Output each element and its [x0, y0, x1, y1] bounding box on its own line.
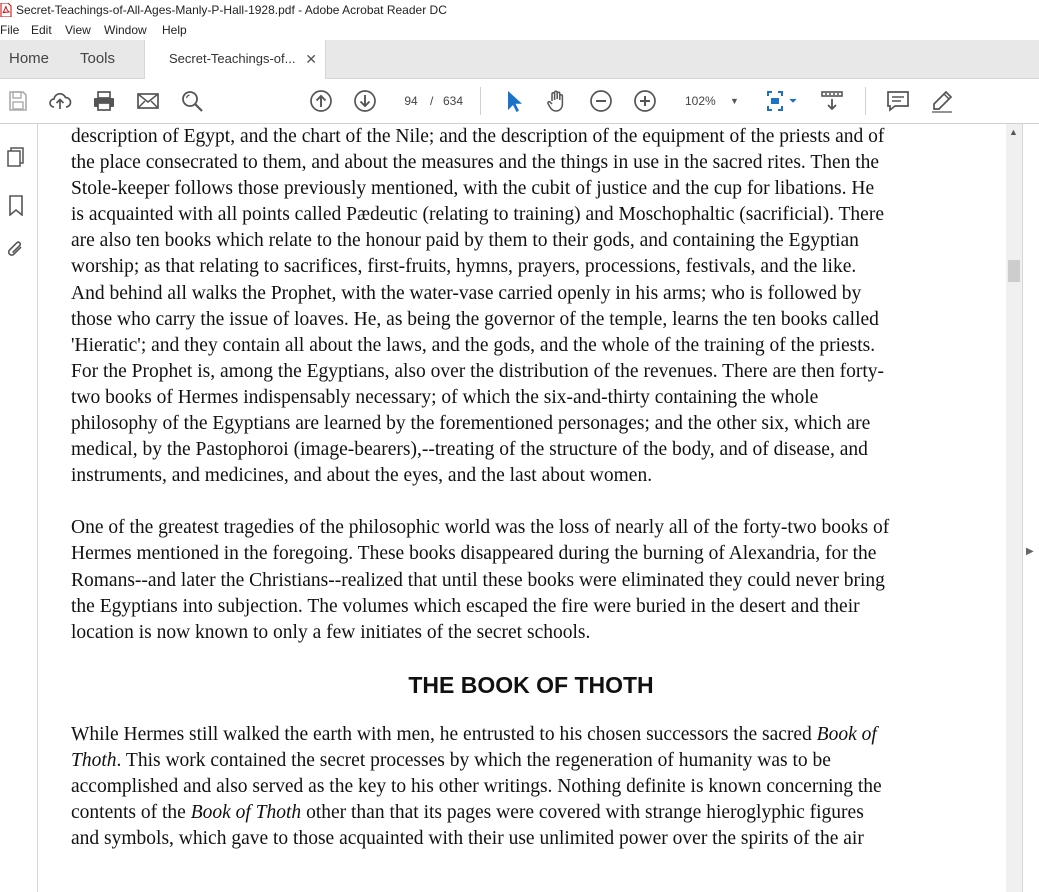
zoom-in-icon[interactable]: [633, 89, 657, 113]
upload-icon[interactable]: [48, 89, 72, 113]
zoom-out-icon[interactable]: [589, 89, 613, 113]
expand-right-panel-icon[interactable]: ▶: [1026, 546, 1034, 557]
page-up-icon[interactable]: [309, 89, 333, 113]
chevron-down-icon: ▼: [730, 96, 739, 106]
text-line: two books of Hermes indispensably necessary; of which the six-and-thirty containing the whole: [71, 386, 819, 408]
text-line: [71, 722, 991, 748]
text-line: philosophy of the Egyptians are learned by the forementioned personages; and the other six, which are: [71, 413, 871, 435]
text-line: One of the greatest tragedies of the philosophic world was the loss of nearly all of the forty-two books of: [71, 517, 890, 539]
text-line: Hermes mentioned in the foregoing. These books disappeared during the burning of Alexandria, for the: [71, 543, 877, 565]
text-run: other than that its pages were covered with strange hieroglyphic figures: [301, 802, 864, 824]
text-line: Stole-keeper follows those previously mentioned, with the cubit of justice and the cup for libations. He: [71, 178, 875, 200]
text-line: the Egyptians into subjection. The volumes which escaped the fire were buried in the desert and their: [71, 595, 860, 617]
text-line: For the Prophet is, among the Egyptians, also over the distribution of the revenues. There are then forty-: [71, 360, 885, 382]
window-titlebar: [0, 0, 1039, 20]
find-icon[interactable]: [180, 89, 204, 113]
page-number-input[interactable]: 94: [404, 94, 418, 108]
text-run: While Hermes still walked the earth with men, he entrusted to his chosen successors the sacred: [71, 723, 817, 745]
paragraph-2: [71, 515, 991, 645]
acrobat-app-icon: [0, 3, 12, 17]
window-title: Secret-Teachings-of-All-Ages-Manly-P-Hall-1928.pdf - Adobe Acrobat Reader DC: [16, 3, 447, 17]
save-icon[interactable]: [6, 89, 30, 113]
scroll-up-icon[interactable]: ▲: [1009, 127, 1018, 137]
tab-bar: [0, 40, 1039, 79]
zoom-level-select[interactable]: [676, 91, 746, 111]
menu-bar: [0, 20, 1039, 40]
close-tab-icon[interactable]: ✕: [305, 51, 317, 67]
text-line: 'Hieratic'; and they contain all about the laws, and the gods, and the whole of the training of the priests.: [71, 334, 876, 356]
text-line: [71, 748, 991, 774]
italic-title: Thoth: [71, 749, 117, 771]
text-run: contents of the: [71, 802, 191, 824]
text-line: And behind all walks the Prophet, with the water-vase carried openly in his arms; who is followed by: [71, 282, 862, 304]
toolbar: [0, 79, 1039, 124]
text-line: instruments, and medicines, and about the eyes, and the last about women.: [71, 465, 653, 487]
attachment-icon[interactable]: [5, 238, 27, 260]
tab-home[interactable]: Home: [9, 50, 50, 67]
tab-document-label: Secret-Teachings-of...: [169, 51, 296, 66]
text-line: is acquainted with all points called Pædeutic (relating to training) and Moschophaltic (sacrificial). There: [71, 204, 884, 226]
navigation-pane: [0, 124, 38, 892]
italic-title: Book of Thoth: [190, 802, 302, 824]
tab-tools[interactable]: Tools: [80, 50, 116, 67]
text-line: description of Egypt, and the chart of the Nile; and the description of the equipment of the priests and of: [71, 126, 885, 147]
menu-file[interactable]: File: [0, 23, 20, 37]
text-run: . This work contained the secret processes by which the regeneration of humanity was to be: [116, 749, 831, 771]
fit-page-icon[interactable]: [765, 89, 799, 113]
text-line: and symbols, which gave to those acquainted with their use unlimited power over the spirits of the air: [71, 828, 864, 850]
paragraph-3: [71, 722, 991, 852]
zoom-value: 102%: [685, 94, 716, 108]
text-line: worship; as that relating to sacrifices, first-fruits, hymns, prayers, processions, festivals, and the like.: [71, 256, 857, 278]
scroll-mode-icon[interactable]: [820, 89, 844, 113]
comment-icon[interactable]: [886, 89, 910, 113]
page-down-icon[interactable]: [353, 89, 377, 113]
paragraph-1: [71, 124, 991, 489]
text-line: Romans--and later the Christians--realized that until these books were eliminated they could never bring: [71, 569, 885, 591]
page-separator: /: [430, 94, 434, 108]
text-line: [71, 800, 991, 826]
toolbar-divider: [480, 87, 481, 115]
section-heading: THE BOOK OF THOTH: [408, 671, 654, 698]
text-line: location is now known to only a few initiates of the secret schools.: [71, 621, 591, 643]
right-panel-gutter: [1022, 124, 1039, 892]
bookmark-icon[interactable]: [5, 194, 27, 216]
vertical-scrollbar[interactable]: [1006, 124, 1022, 892]
text-line: those who carry the issue of loaves. He, as being the governor of the temple, learns the ten books called: [71, 308, 879, 330]
menu-help[interactable]: Help: [162, 23, 187, 37]
email-icon[interactable]: [136, 89, 160, 113]
text-line: the place consecrated to them, and about the measures and the things in use in the sacred rites. Then the: [71, 152, 880, 174]
document-viewport: [38, 124, 1006, 892]
tab-document[interactable]: [144, 40, 326, 79]
text-line: are also ten books which relate to the honour paid by them to their gods, and containing the Egyptian: [71, 230, 859, 252]
text-line: medical, by the Pastophoroi (image-bearers),--treating of the structure of the body, and of disease, and: [71, 439, 868, 461]
menu-window[interactable]: Window: [104, 23, 147, 37]
hand-icon[interactable]: [545, 89, 569, 113]
select-arrow-icon[interactable]: [502, 89, 526, 113]
menu-view[interactable]: View: [65, 23, 91, 37]
italic-title: Book of: [816, 723, 877, 745]
toolbar-divider: [865, 87, 866, 115]
sign-icon[interactable]: [930, 89, 954, 113]
pdf-page: [71, 124, 991, 878]
scrollbar-thumb[interactable]: [1008, 260, 1020, 282]
text-line: accomplished and also served as the key to his other writings. Nothing definite is known concerning the: [71, 775, 882, 797]
pages-icon[interactable]: [5, 146, 27, 168]
menu-edit[interactable]: Edit: [31, 23, 52, 37]
page-total: 634: [443, 94, 464, 108]
print-icon[interactable]: [92, 89, 116, 113]
